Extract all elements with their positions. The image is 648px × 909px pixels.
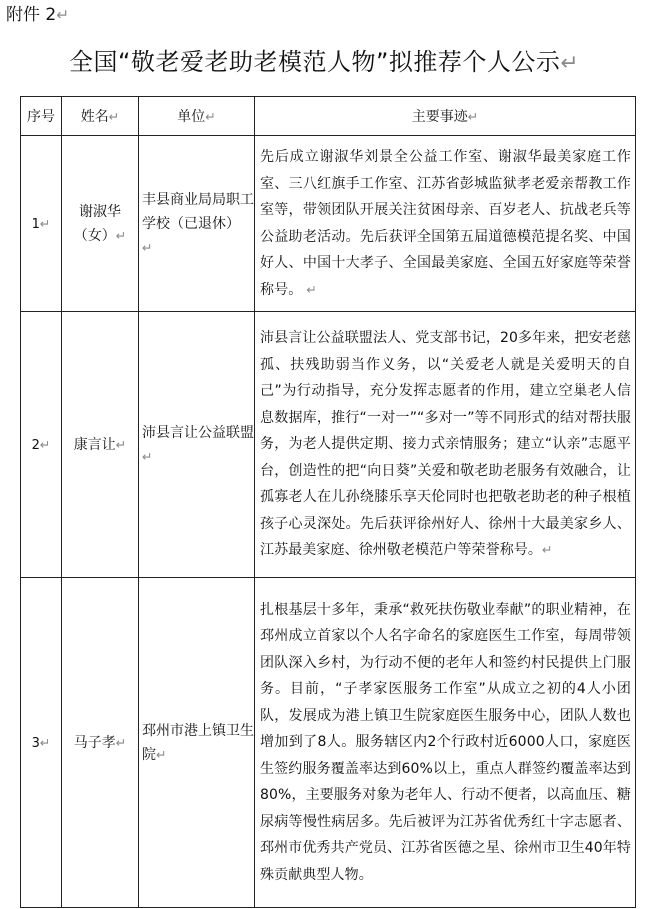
row-name-cell: 马子孝↵ [62,578,139,908]
row-deeds-cell: 先后成立谢淑华刘景全公益工作室、谢淑华最美家庭工作室、三八红旗手工作室、江苏省彭城监狱孝老爱亲帮教工作室等，带领团队开展关注贫困母亲、百岁老人、抗战老兵等公益助老活动。先后获评全国第五届道德模范提名奖、中国好人、中国十大孝子、全国最美家庭、全国五好家庭等荣誉称号。 ↵ [255,136,636,312]
row-unit-cell: 邳州市港上镇卫生院↵ [139,578,255,908]
return-mark-icon: ↵ [142,239,153,255]
return-mark-icon: ↵ [560,51,579,76]
row-no-cell: 3↵ [21,578,62,908]
return-mark-icon: ↵ [142,448,153,464]
return-mark-icon: ↵ [467,109,479,124]
row-name-cell: 康言让↵ [62,312,139,578]
row-unit-cell: 丰县商业局局职工学校（已退休） ↵ [139,136,255,312]
table-row [21,312,636,578]
return-mark-icon: ↵ [115,436,127,452]
header-unit: 单位↵ [139,97,255,136]
return-mark-icon: ↵ [115,734,127,750]
page-title: 全国“敬老爱老助老模范人物”拟推荐个人公示↵ [69,48,579,76]
row-unit-cell: 沛县言让公益联盟↵ [139,312,255,578]
row-no-cell: 1↵ [21,136,62,312]
row-name-cell: 谢淑华（女）↵ [62,136,139,312]
row-deeds-cell: 扎根基层十多年，秉承“救死扶伤敬业奉献”的职业精神，在邳州成立首家以个人名字命名的家庭医生工作室，每周带领团队深入乡村，为行动不便的老年人和签约村民提供上门服务。目前，“子孝家医服务工作室”从成立之初的4人小团队，发展成为港上镇卫生院家庭医生服务中心，团队人数也增加到了8人。服务辖区内2个行政村近6000人口，家庭医生签约服务覆盖率达到60%以上，重点人群签约覆盖率达到80%，主要服务对象为老年人、行动不便者，以高血压、糖尿病等慢性病居多。先后被评为江苏省优秀红十字志愿者、邳州市优秀共产党员、江苏省医德之星、徐州市卫生40年特殊贡献典型人物。 [255,578,636,908]
return-mark-icon: ↵ [156,746,167,762]
return-mark-icon: ↵ [39,734,51,750]
return-mark-icon: ↵ [56,6,70,24]
table-header-row [21,97,636,136]
attachment-label: 附件 2↵ [6,5,70,25]
header-name: 姓名↵ [62,97,139,136]
return-mark-icon: ↵ [115,227,127,243]
table-row [21,578,636,908]
return-mark-icon: ↵ [108,109,120,124]
return-mark-icon: ↵ [542,542,553,558]
return-mark-icon: ↵ [39,215,51,231]
return-mark-icon: ↵ [205,109,216,124]
row-deeds-cell: 沛县言让公益联盟法人、党支部书记，20多年来，把安老慈孤、扶残助弱当作义务，以“关爱老人就是关爱明天的自己”为行动指导，充分发挥志愿者的作用，建立空巢老人信息数据库，推行“一对一”“多对一”等不同形式的结对帮扶服务，为老人提供定期、接力式亲情服务；建立“认亲”志愿平台，创造性的把“向日葵”关爱和敬老助老服务有效融合，让孤寡老人在儿孙绕膝乐享天伦同时也把敬老助老的种子根植孩子心灵深处。先后获评徐州好人、徐州十大最美家乡人、江苏最美家庭、徐州敬老模范户等荣誉称号。↵ [255,312,636,578]
row-no-cell: 2↵ [21,312,62,578]
nominee-table [20,96,636,908]
header-no: 序号 [21,97,62,136]
header-deeds: 主要事迹↵ [255,97,636,136]
return-mark-icon: ↵ [39,436,51,452]
return-mark-icon: ↵ [302,281,318,297]
table-row [21,136,636,312]
